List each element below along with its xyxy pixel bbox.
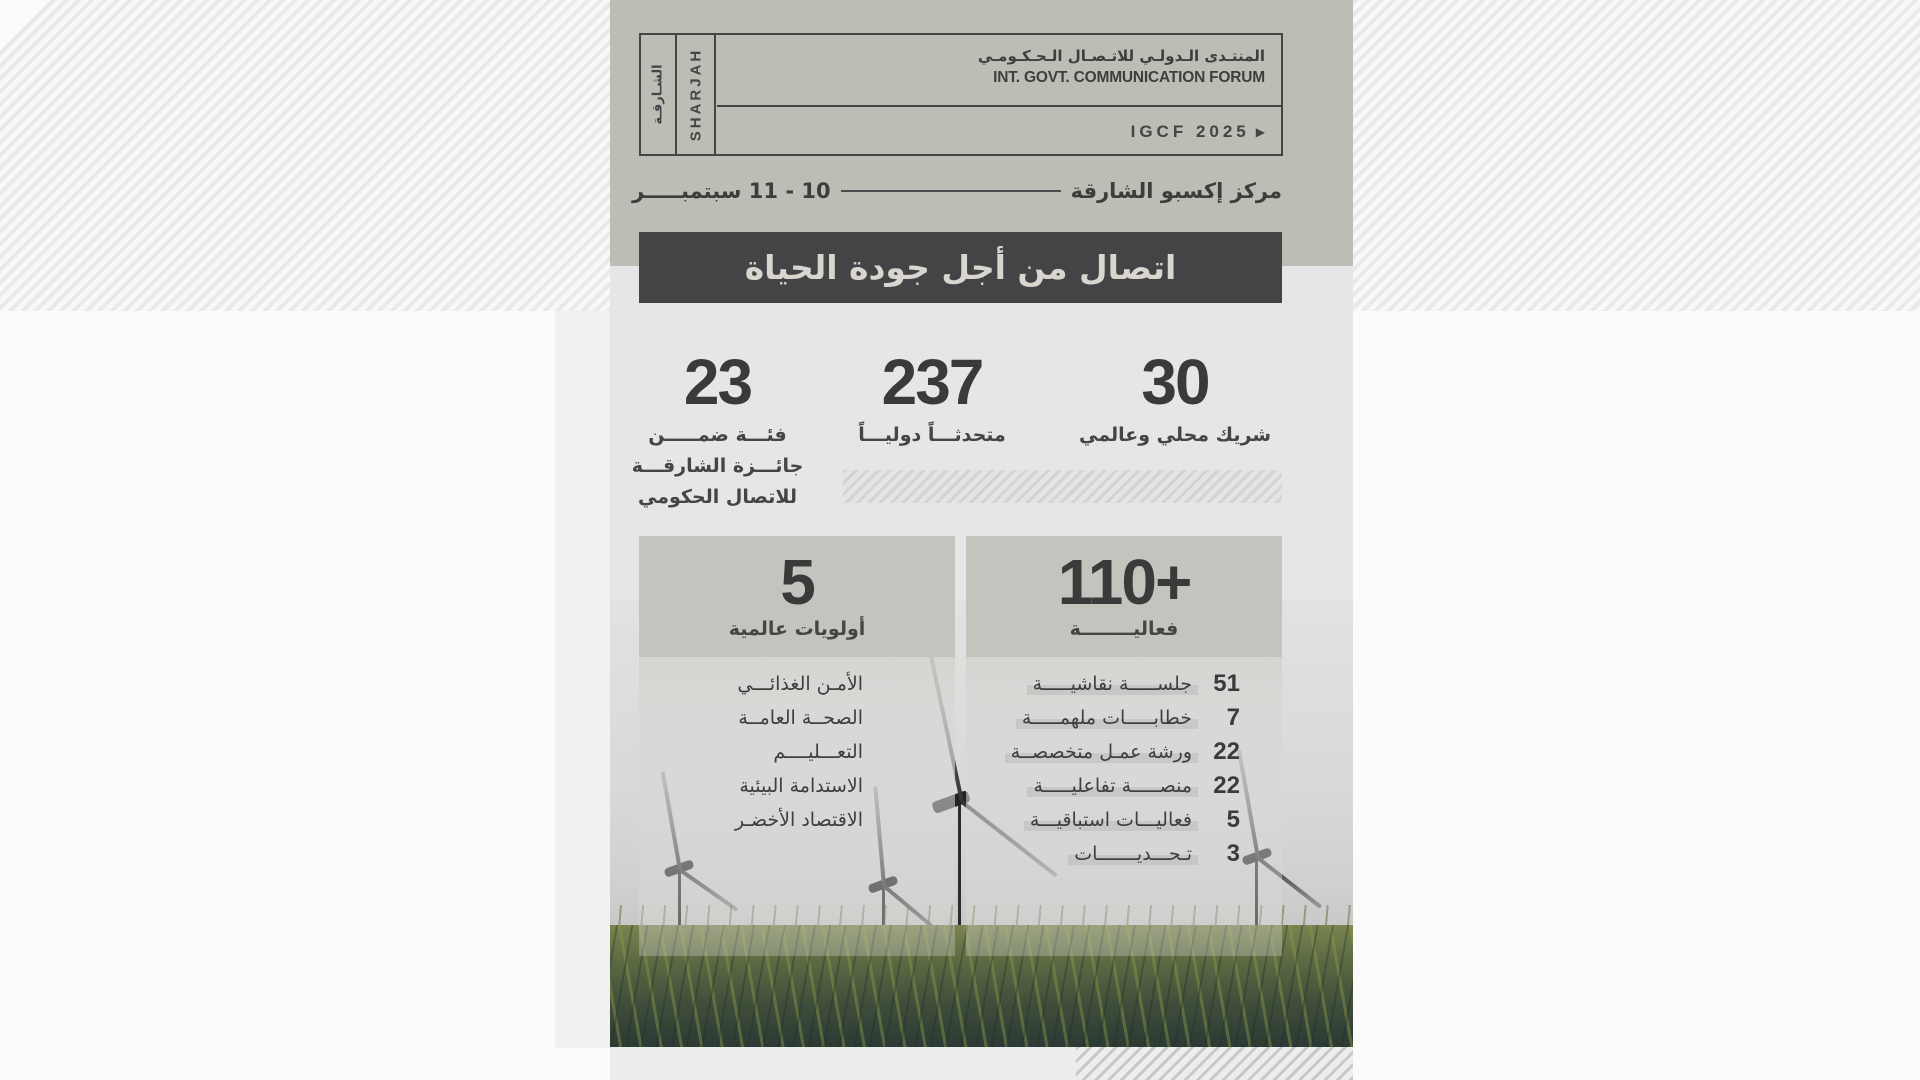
- infographic-card: [610, 0, 1353, 1080]
- forum-name-block: [717, 35, 1281, 107]
- list-item: الاقتصاد الأخضـر: [734, 809, 863, 831]
- item-label: فعاليـــات استباقيـــة: [1024, 809, 1198, 831]
- list-item: [1005, 701, 1240, 735]
- priorities-box: [639, 536, 955, 956]
- list-item: الأمـن الغذائـــي: [737, 673, 863, 695]
- event-dates: 10 - 11 سبتمبـــــر: [632, 179, 831, 203]
- decorative-hatch-bar: [843, 470, 1282, 503]
- item-count: 51: [1213, 670, 1240, 697]
- stat-label-line: للاتصال الحكومي: [638, 486, 797, 508]
- venue-label: مركز إكسبو الشارقة: [1070, 179, 1282, 203]
- forum-title-area: [717, 35, 1281, 154]
- bottom-hatch-decoration: [1076, 1047, 1353, 1080]
- events-box-header: [966, 536, 1282, 657]
- list-item: الصحــة العامــة: [738, 707, 863, 729]
- list-item: [1005, 837, 1240, 871]
- event-code: IGCF 2025: [1130, 121, 1250, 141]
- item-count: 7: [1226, 704, 1240, 731]
- stat-number: 23: [683, 346, 752, 418]
- item-label: جلســـــة نقاشيـــــة: [1027, 673, 1198, 695]
- card-shadow-strip: [555, 311, 610, 1048]
- background-stripes-left: [0, 0, 610, 311]
- item-count: 5: [1226, 806, 1240, 833]
- priorities-total: 5: [780, 546, 814, 618]
- item-label: خطابـــــات ملهمـــــة: [1016, 707, 1198, 729]
- venue-date-row: [632, 176, 1282, 206]
- theme-title: اتصال من أجل جودة الحياة: [744, 248, 1177, 287]
- stat-label-line: فئـــة ضمـــــن: [648, 424, 787, 446]
- priorities-label: أولويات عالمية: [728, 618, 866, 640]
- item-count: 22: [1213, 772, 1240, 799]
- priorities-list: [735, 667, 863, 837]
- forum-name-arabic: المنتـدى الـدولـي للاتـصـال الـحـكـومـي: [977, 47, 1265, 65]
- list-item: [1005, 769, 1240, 803]
- list-item: الاستدامة البيئية: [739, 775, 863, 797]
- stat-award-categories: [630, 346, 805, 513]
- item-label: ورشة عمـل متخصصــة: [1005, 741, 1198, 763]
- forum-header-box: [639, 33, 1283, 156]
- item-label: منصـــــة تفاعليـــــة: [1027, 775, 1198, 797]
- sharjah-english-label: SHARJAH: [687, 47, 705, 142]
- event-code-row: [717, 109, 1281, 154]
- item-count: 3: [1226, 840, 1240, 867]
- list-item: [1005, 735, 1240, 769]
- play-arrow-icon: ▶: [1255, 124, 1265, 139]
- item-label: تـحـــديـــــــات: [1068, 843, 1198, 865]
- theme-banner: [639, 232, 1282, 303]
- stat-label: شريك محلي وعالمي: [1078, 424, 1271, 446]
- stat-number: 237: [881, 346, 983, 418]
- sharjah-english-column: [677, 35, 716, 154]
- list-item: [1005, 803, 1240, 837]
- sharjah-arabic-label: الشـارقـة: [650, 64, 666, 125]
- stat-label: متحدثـــاً دوليـــاً: [858, 424, 1006, 446]
- events-list: [1005, 667, 1240, 871]
- list-item: [1005, 667, 1240, 701]
- sharjah-arabic-column: [641, 35, 677, 154]
- forum-name-english: INT. GOVT. COMMUNICATION FORUM: [993, 69, 1265, 86]
- stat-label: [630, 420, 805, 513]
- events-total: 110+: [1057, 546, 1191, 618]
- stat-label-line: جائـــزة الشارقـــة: [631, 455, 804, 477]
- events-box: [966, 536, 1282, 956]
- list-item: التعـــليــــم: [773, 741, 863, 763]
- priorities-box-header: [639, 536, 955, 657]
- stat-number: 30: [1141, 346, 1209, 418]
- events-label: فعاليــــــــة: [1069, 618, 1179, 640]
- background-stripes-right: [1353, 0, 1920, 311]
- item-count: 22: [1213, 738, 1240, 765]
- divider-line: [841, 190, 1061, 193]
- stat-speakers: [822, 346, 1042, 451]
- stat-partners: [1065, 346, 1285, 451]
